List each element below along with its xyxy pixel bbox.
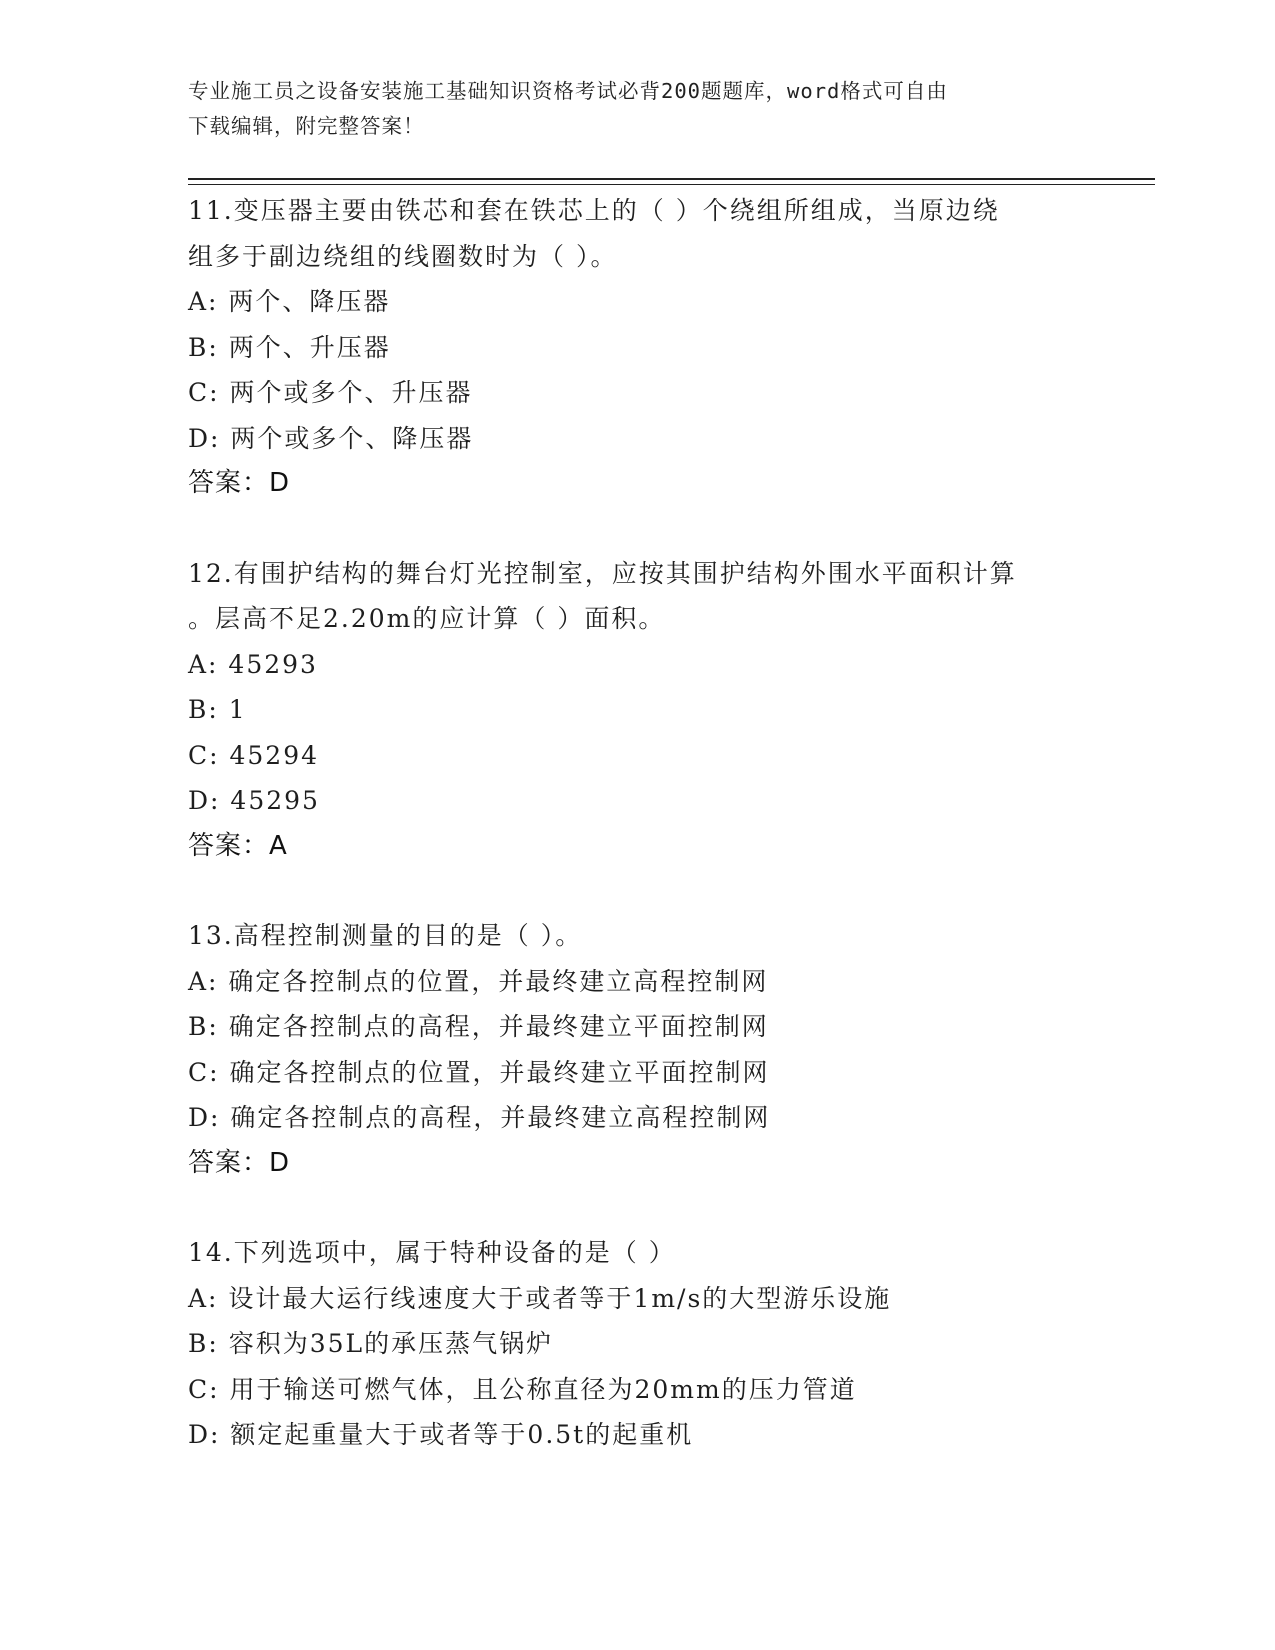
question-13 xyxy=(188,913,1128,1186)
option-b: B: 确定各控制点的高程，并最终建立平面控制网 xyxy=(188,1012,769,1041)
question-11 xyxy=(188,188,1128,507)
question-stem-line: 。层高不足2.20m的应计算（ ）面积。 xyxy=(188,604,666,633)
option-d: D: 两个或多个、降压器 xyxy=(188,423,474,453)
question-stem-line: 组多于副边绕组的线圈数时为（ ）。 xyxy=(188,241,618,271)
option-b: B: 两个、升压器 xyxy=(188,332,391,362)
option-d: D: 确定各控制点的高程，并最终建立高程控制网 xyxy=(188,1103,771,1132)
option-b: B: 容积为35L的承压蒸气锅炉 xyxy=(188,1329,554,1358)
answer-line: 答案：A xyxy=(188,830,288,861)
document-header xyxy=(188,74,1068,144)
question-stem-line: 13.高程控制测量的目的是（ ）。 xyxy=(188,921,583,950)
option-a: A: 两个、降压器 xyxy=(188,287,391,316)
question-list xyxy=(188,188,1128,1502)
option-d: D: 额定起重量大于或者等于0.5t的起重机 xyxy=(188,1420,694,1449)
option-c: C: 45294 xyxy=(188,740,320,770)
option-c: C: 两个或多个、升压器 xyxy=(188,378,473,407)
answer-line: 答案：D xyxy=(188,468,291,498)
header-divider-thin xyxy=(188,184,1155,185)
header-divider-thick xyxy=(188,178,1155,180)
option-d: D: 45295 xyxy=(188,786,320,815)
header-line-1: 专业施工员之设备安装施工基础知识资格考试必背200题题库，word格式可自由 xyxy=(188,79,948,103)
question-stem-line: 11.变压器主要由铁芯和套在铁芯上的（ ）个绕组所组成，当原边绕 xyxy=(188,196,1000,225)
option-c: C: 确定各控制点的位置，并最终建立平面控制网 xyxy=(188,1057,770,1087)
header-line-2: 下载编辑，附完整答案！ xyxy=(188,114,425,138)
option-c: C: 用于输送可燃气体，且公称直径为20mm的压力管道 xyxy=(188,1374,857,1404)
question-stem-line: 12.有围护结构的舞台灯光控制室，应按其围护结构外围水平面积计算 xyxy=(188,558,1017,588)
question-14 xyxy=(188,1230,1128,1458)
option-a: A: 45293 xyxy=(188,649,318,679)
answer-line: 答案：D xyxy=(188,1147,291,1178)
question-12 xyxy=(188,551,1128,870)
option-b: B: 1 xyxy=(188,695,247,724)
option-a: A: 设计最大运行线速度大于或者等于1m/s的大型游乐设施 xyxy=(188,1283,892,1313)
question-stem-line: 14.下列选项中，属于特种设备的是（ ） xyxy=(188,1238,676,1267)
option-a: A: 确定各控制点的位置，并最终建立高程控制网 xyxy=(188,966,769,996)
